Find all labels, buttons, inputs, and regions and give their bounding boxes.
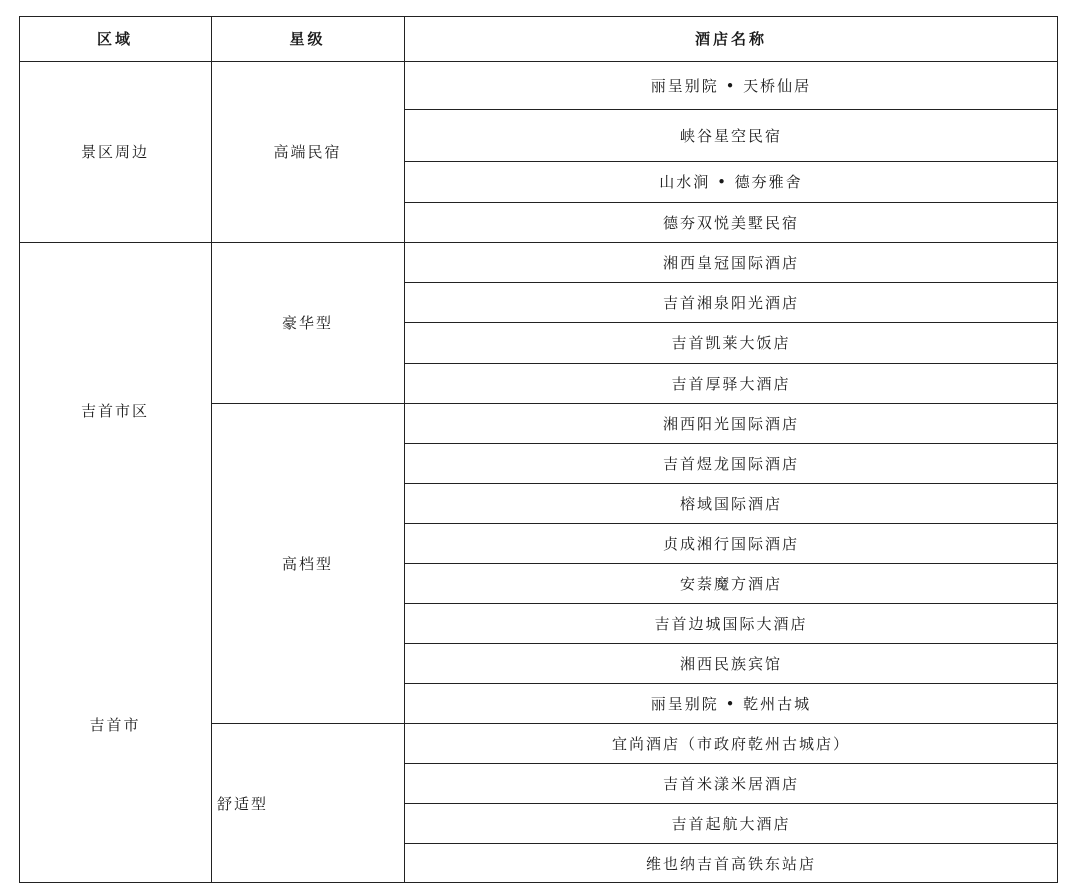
star-cell-upscale: 高档型	[281, 554, 333, 573]
header-region: 区域	[96, 30, 133, 48]
row-divider	[404, 603, 1058, 604]
hotel-name-cell: 山水涧 • 德夯雅舍	[659, 173, 803, 191]
row-divider	[404, 109, 1058, 110]
row-divider	[404, 161, 1058, 162]
row-divider	[404, 763, 1058, 764]
row-divider	[404, 282, 1058, 283]
row-divider	[404, 242, 1058, 243]
star-cell-luxury: 豪华型	[281, 314, 333, 332]
region-cell-city-district: 吉首市区	[80, 401, 149, 420]
column-divider	[211, 16, 212, 883]
row-divider	[404, 443, 1058, 444]
row-divider	[404, 403, 1058, 404]
row-divider	[404, 563, 1058, 564]
row-divider	[404, 523, 1058, 524]
row-divider	[404, 483, 1058, 484]
hotel-name-cell: 安萘魔方酒店	[679, 574, 782, 593]
row-divider	[404, 723, 1058, 724]
row-divider	[404, 643, 1058, 644]
hotel-name-cell: 湘西皇冠国际酒店	[662, 253, 799, 272]
hotel-name-cell: 贞成湘行国际酒店	[662, 534, 799, 553]
column-divider	[404, 16, 405, 883]
row-divider	[404, 202, 1058, 203]
star-cell-comfort: 舒适型	[217, 794, 269, 813]
hotel-name-cell: 丽呈别院 • 天桥仙居	[650, 76, 812, 95]
star-divider	[211, 723, 404, 724]
header-hotel-name: 酒店名称	[694, 30, 767, 48]
hotel-name-cell: 丽呈别院 • 乾州古城	[650, 694, 812, 713]
hotel-name-cell: 吉首煜龙国际酒店	[662, 454, 799, 473]
hotel-name-cell: 榕域国际酒店	[679, 494, 782, 513]
hotel-name-cell: 峡谷星空民宿	[679, 126, 782, 145]
table-border-bottom	[19, 882, 1058, 883]
region-cell-city: 吉首市	[89, 715, 141, 734]
hotel-name-cell: 吉首厚驿大酒店	[671, 374, 791, 393]
hotel-name-cell: 吉首凯莱大饭店	[671, 334, 791, 352]
hotel-name-cell: 吉首湘泉阳光酒店	[662, 293, 799, 312]
region-divider	[19, 242, 211, 243]
hotel-name-cell: 维也纳吉首高铁东站店	[645, 854, 816, 873]
region-cell-scenic: 景区周边	[80, 143, 149, 161]
hotel-name-cell: 吉首起航大酒店	[671, 814, 791, 833]
hotel-name-cell: 宜尚酒店（市政府乾州古城店）	[611, 734, 850, 753]
star-divider	[211, 403, 404, 404]
row-divider	[404, 683, 1058, 684]
header-star: 星级	[289, 30, 326, 48]
table-border-left	[19, 16, 20, 883]
row-divider	[404, 363, 1058, 364]
table-border-right	[1057, 16, 1058, 883]
hotel-name-cell: 吉首边城国际大酒店	[654, 614, 808, 633]
hotel-name-cell: 德夯双悦美墅民宿	[662, 213, 799, 232]
hotel-table	[19, 16, 1058, 883]
star-cell-boutique: 高端民宿	[273, 143, 342, 161]
hotel-name-cell: 吉首米漾米居酒店	[662, 774, 799, 793]
star-divider	[211, 242, 404, 243]
row-divider	[404, 843, 1058, 844]
header-divider	[19, 61, 1058, 62]
row-divider	[404, 322, 1058, 323]
hotel-name-cell: 湘西阳光国际酒店	[662, 414, 799, 433]
hotel-name-cell: 湘西民族宾馆	[679, 654, 782, 673]
table-border-top	[19, 16, 1058, 17]
row-divider	[404, 803, 1058, 804]
